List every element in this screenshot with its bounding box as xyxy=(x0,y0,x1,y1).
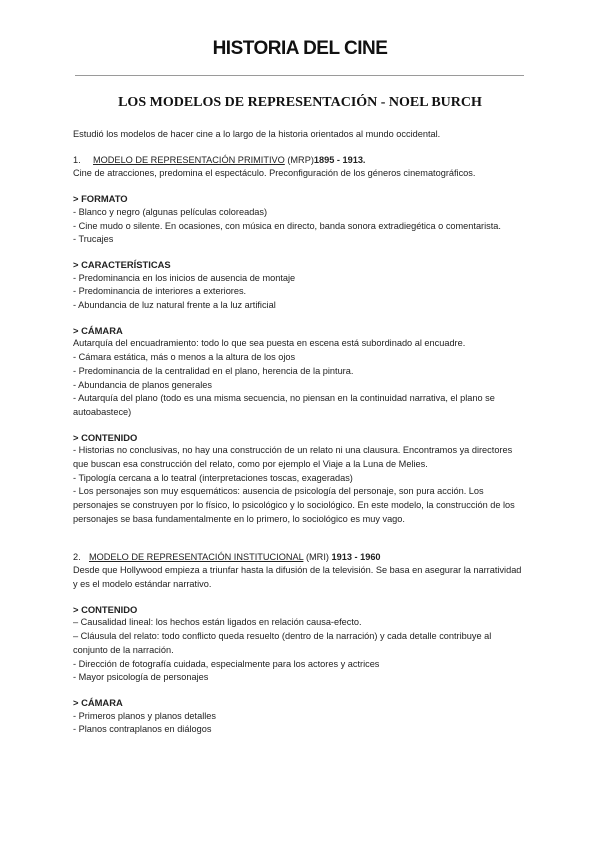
contenido1-item: - Los personajes son muy esquemáticos: ausencia de psicología del personaje, son pura acción. Los personajes se construyen por lo físico, lo psicológico y lo sociológico. En este modelo, la construcción de los personajes se basa fundamentalmente en lo primero, lo sociológico es muy vago. xyxy=(73,486,515,524)
section2-heading xyxy=(73,551,528,565)
formato-item: - Cine mudo o silente. En ocasiones, con música en directo, banda sonora extradiegética o comentarista. xyxy=(73,220,501,231)
contenido2-item: – Causalidad lineal: los hechos están ligados en relación causa-efecto. xyxy=(73,617,362,628)
contenido2-item: – Cláusula del relato: todo conflicto queda resuelto (dentro de la narración) y cada detalle contribuye al conjunto de la narración. xyxy=(73,631,492,655)
formato-item: - Blanco y negro (algunas películas coloreadas) xyxy=(73,206,268,217)
camara1-item: - Autarquía del plano (todo es una misma secuencia, no piensan en la continuidad narrativa, el plano se autoabastece) xyxy=(73,393,495,417)
section1-name: MODELO DE REPRESENTACIÓN PRIMITIVO xyxy=(93,154,285,165)
document-body xyxy=(73,128,528,737)
document-title: HISTORIA DEL CINE xyxy=(212,38,388,59)
camara1-item: - Abundancia de planos generales xyxy=(73,379,212,390)
contenido2-item: - Mayor psicología de personajes xyxy=(73,672,209,683)
section1-number: 1. xyxy=(73,154,81,165)
section1-description: Cine de atracciones, predomina el espectáculo. Preconfiguración de los géneros cinematográficos. xyxy=(73,168,476,179)
formato-item: - Trucajes xyxy=(73,234,114,245)
caracteristicas-item: - Predominancia en los inicios de ausencia de montaje xyxy=(73,272,296,283)
title-divider xyxy=(75,75,524,76)
section2-name: MODELO DE REPRESENTACIÓN INSTITUCIONAL xyxy=(89,551,304,562)
caracteristicas-heading: > CARACTERÍSTICAS xyxy=(73,258,171,270)
section2-number: 2. xyxy=(73,551,81,562)
contenido1-item: - Historias no conclusivas, no hay una construcción de un relato ni una clausura. Encontramos ya directores que buscan esa construcción del relato, como por ejemplo el Viaje a la Luna de Melies. xyxy=(73,445,513,470)
section1-abbr: (MRP) xyxy=(287,154,314,165)
camara1-heading: > CÁMARA xyxy=(73,324,123,336)
camara2-item: - Planos contraplanos en diálogos xyxy=(73,724,212,735)
camara1-item: Autarquía del encuadramiento: todo lo que sea puesta en escena está subordinado al encuadre. xyxy=(73,338,466,349)
contenido2-heading: > CONTENIDO xyxy=(73,603,138,615)
section1-heading xyxy=(73,154,528,168)
section2-description: Desde que Hollywood empieza a triunfar hasta la difusión de la televisión. Se basa en asegurar la narratividad y es el modelo estándar narrativo. xyxy=(73,565,522,589)
camara2-item: - Primeros planos y planos detalles xyxy=(73,710,216,721)
caracteristicas-item: - Predominancia de interiores a exteriores. xyxy=(73,286,247,297)
formato-heading: > FORMATO xyxy=(73,193,128,205)
contenido1-heading: > CONTENIDO xyxy=(73,431,138,443)
section2-abbr: (MRI) xyxy=(305,551,329,562)
contenido1-item: - Tipología cercana a lo teatral (interpretaciones toscas, exageradas) xyxy=(73,472,353,483)
contenido2-item: - Dirección de fotografía cuidada, especialmente para los actores y actrices xyxy=(73,658,380,669)
section2-years: 1913 - 1960 xyxy=(331,551,381,562)
caracteristicas-item: - Abundancia de luz natural frente a la luz artificial xyxy=(73,300,276,311)
intro-paragraph: Estudió los modelos de hacer cine a lo largo de la historia orientados al mundo occidental. xyxy=(73,129,441,139)
camara1-item: - Predominancia de la centralidad en el plano, herencia de la pintura. xyxy=(73,365,354,376)
document-subtitle: LOS MODELOS DE REPRESENTACIÓN - NOEL BURCH xyxy=(118,95,482,110)
section1-years: 1895 - 1913. xyxy=(313,154,366,165)
camara1-item: - Cámara estática, más o menos a la altura de los ojos xyxy=(73,352,296,363)
camara2-heading: > CÁMARA xyxy=(73,696,123,708)
